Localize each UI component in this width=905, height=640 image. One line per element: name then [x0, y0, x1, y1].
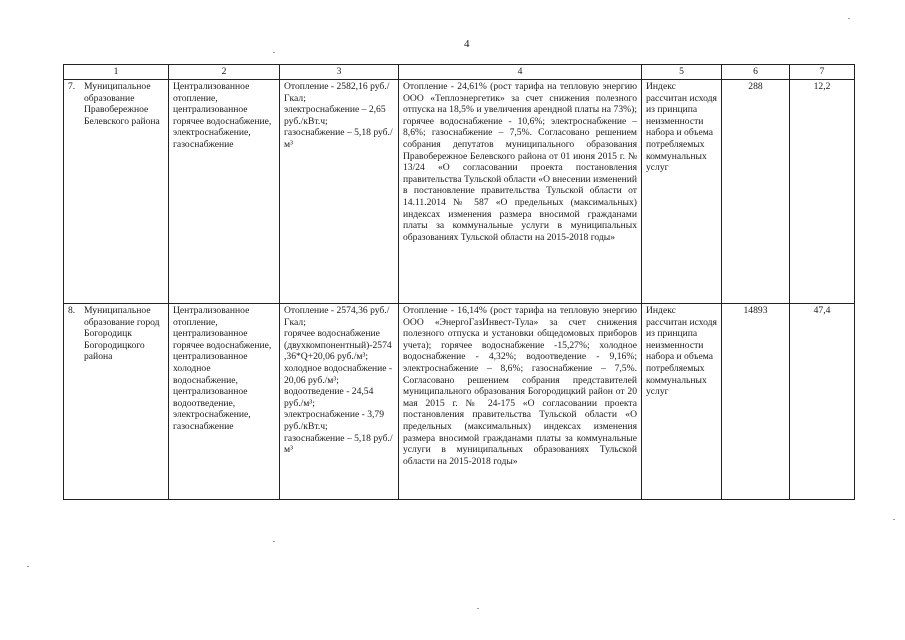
header-cell: 4	[399, 65, 642, 80]
table-row	[64, 304, 855, 500]
services-cell: Централизованное отопление, централизованное горячее водоснабжение, централизованное холодное водоснабжение, централизованное водоотведение, электроснабжение, газоснабжение	[169, 304, 280, 500]
services-cell: Централизованное отопление, централизованное горячее водоснабжение, электроснабжение, газоснабжение	[169, 80, 280, 304]
header-cell: 3	[280, 65, 399, 80]
population-cell: 14893	[722, 304, 790, 500]
table-row	[64, 80, 855, 304]
header-cell: 2	[169, 65, 280, 80]
index-note-cell: Индекс рассчитан исходя из принципа неизменности набора и объема потребляемых коммунальных услуг	[642, 80, 722, 304]
header-cell: 1	[64, 65, 169, 80]
population-cell: 288	[722, 80, 790, 304]
scan-speck	[273, 52, 275, 53]
scan-speck	[27, 566, 29, 567]
municipality-name: Муниципальное образование город Богородицк Богородицкого района	[84, 305, 160, 363]
share-cell: 12,2	[790, 80, 855, 304]
header-cell: 7	[790, 65, 855, 80]
scan-speck	[477, 608, 479, 609]
municipality-name: Муниципальное образование Правобережное Белевского района	[84, 81, 160, 127]
tariffs-cell: Отопление - 2574,36 руб./Гкал; горячее водоснабжение (двухкомпонентный)-2574,36*Q+20,06 руб./м³; холодное водоснабжение - 20,06 руб./м³; водоотведение - 24,54 руб./м³; электроснабжение - 3,79 руб./кВт.ч; газоснабжение – 5,18 руб./м³	[280, 304, 399, 500]
tariff-table	[63, 64, 855, 500]
description-cell: Отопление - 24,61% (рост тарифа на тепловую энергию ООО «Теплоэнергетик» за счет снижения полезного отпуска на 18,5% и увеличения арендной платы на 73%); горячее водоснабжение - 10,6%; электроснабжение – 8,6%; газоснабжение – 7,5%. Согласовано решением собрания депутатов муниципального образования Правобережное Белевского района от 01 июня 2015 г. № 13/24 «О согласовании проекта постановления правительства Тульской области «О внесении изменений в постановление правительства Тульской области от 14.11.2014 № 587 «О предельных (максимальных) индексах изменения размера вносимой гражданами платы за коммунальные услуги в муниципальных образованиях Тульской области на 2015-2018 годы»	[399, 80, 642, 304]
scan-speck	[848, 18, 850, 19]
row-number: 8.	[68, 305, 76, 316]
page-number: 4	[464, 38, 470, 50]
index-note-cell: Индекс рассчитан исходя из принципа неизменности набора и объема потребляемых коммунальных услуг	[642, 304, 722, 500]
scan-speck	[273, 541, 275, 542]
share-cell: 47,4	[790, 304, 855, 500]
header-cell: 5	[642, 65, 722, 80]
tariffs-cell: Отопление - 2582,16 руб./Гкал; электроснабжение – 2,65 руб./кВт.ч; газоснабжение – 5,18 руб./м³	[280, 80, 399, 304]
row-number: 7.	[68, 81, 76, 92]
municipality-cell	[64, 80, 169, 304]
description-cell: Отопление - 16,14% (рост тарифа на тепловую энергию ООО «ЭнергоГазИнвест-Тула» за счет снижения полезного отпуска и установки общедомовых приборов учета); горячее водоснабжение -15,27%; холодное водоснабжение - 4,32%; водоотведение - 9,16%; электроснабжение – 8,6%; газоснабжение – 7,5%. Согласовано решением собрания представителей муниципального образования Богородицкий район от 20 мая 2015 г. № 24-175 «О согласовании проекта постановления правительства Тульской области «О предельных (максимальных) индексах изменения размера вносимой гражданами платы за коммунальные услуги в муниципальных образованиях Тульской области на 2015-2018 годы»	[399, 304, 642, 500]
header-cell: 6	[722, 65, 790, 80]
municipality-cell	[64, 304, 169, 500]
scan-speck	[893, 519, 895, 520]
table-header-row	[64, 65, 855, 80]
